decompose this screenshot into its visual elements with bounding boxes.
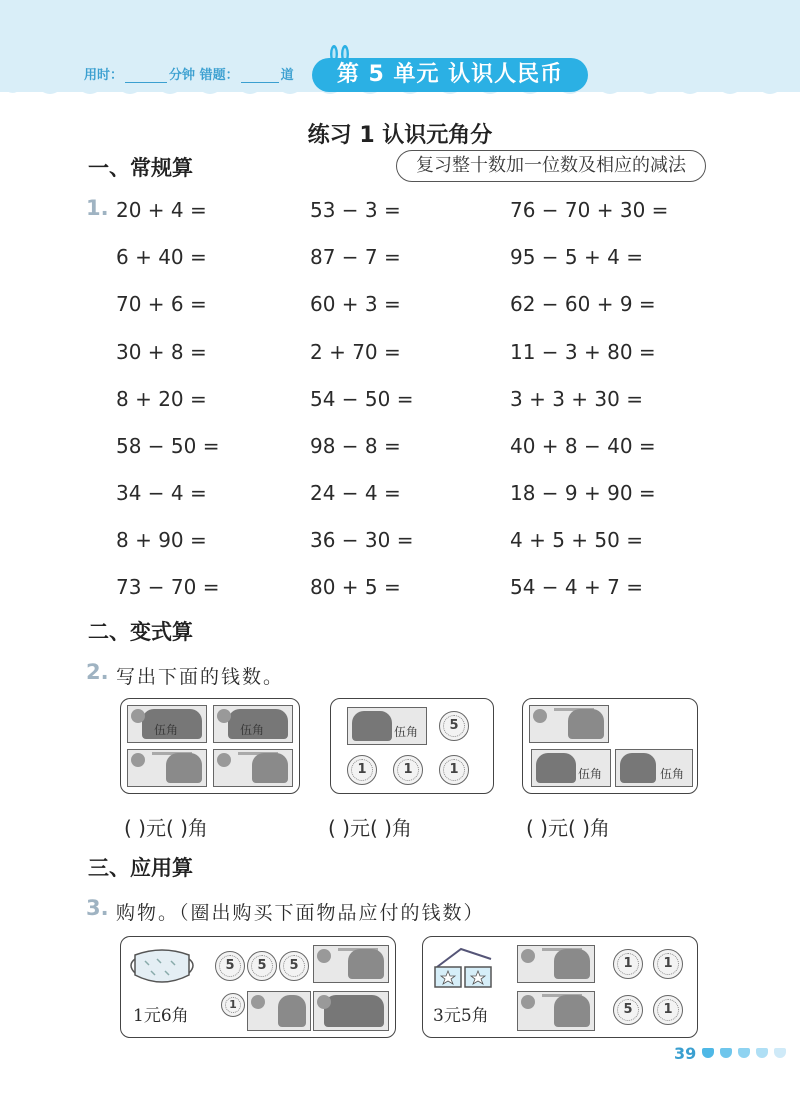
equation: 2 + 70 =	[310, 340, 401, 364]
equation: 80 + 5 =	[310, 575, 401, 599]
coin-5jiao[interactable]: 5	[613, 995, 643, 1025]
note-denomination: 伍角	[660, 767, 685, 781]
coin-1jiao: 1	[393, 755, 423, 785]
time-label: 用时：	[84, 68, 124, 83]
page-dot	[756, 1048, 768, 1058]
coin-1jiao: 1	[347, 755, 377, 785]
page-number: 39	[674, 1044, 697, 1063]
equation: 4 + 5 + 50 =	[510, 528, 643, 552]
page-dot	[702, 1048, 714, 1058]
glasses-icon	[431, 945, 497, 993]
answer-blank-1[interactable]: ( )元( )角	[124, 816, 208, 840]
question-text-2: 写出下面的钱数。	[116, 666, 285, 688]
question-number-1: 1.	[86, 196, 109, 220]
money-group-3	[522, 698, 698, 794]
equation: 95 − 5 + 4 =	[510, 245, 643, 269]
equation: 70 + 6 =	[116, 292, 207, 316]
page-dot	[774, 1048, 786, 1058]
section-title-3: 三、应用算	[88, 856, 193, 880]
equation: 34 − 4 =	[116, 481, 207, 505]
price-label: 3元5角	[433, 1006, 489, 1026]
unit-title: 第 5 单元 认识人民币	[312, 58, 588, 92]
money-group-1	[120, 698, 300, 794]
equation: 30 + 8 =	[116, 340, 207, 364]
page-dot	[720, 1048, 732, 1058]
mask-icon	[127, 945, 197, 989]
coin-1jiao[interactable]: 1	[221, 993, 245, 1017]
question-text-3: 购物。（圈出购买下面物品应付的钱数）	[116, 902, 485, 924]
equation: 87 − 7 =	[310, 245, 401, 269]
note-1yuan[interactable]	[517, 991, 595, 1031]
coin-5jiao[interactable]: 5	[215, 951, 245, 981]
note-1yuan	[213, 749, 293, 787]
section-title-2: 二、变式算	[88, 620, 193, 644]
equation: 8 + 90 =	[116, 528, 207, 552]
note-5jiao	[127, 705, 207, 743]
equation: 24 − 4 =	[310, 481, 401, 505]
equation: 62 − 60 + 9 =	[510, 292, 656, 316]
equation: 53 − 3 =	[310, 198, 401, 222]
question-number-2: 2.	[86, 660, 109, 684]
errors-label: 错题：	[199, 68, 239, 83]
note-1yuan[interactable]	[517, 945, 595, 983]
note-denomination: 伍角	[154, 723, 179, 737]
note-1yuan	[127, 749, 207, 787]
minutes-label: 分钟	[169, 68, 196, 83]
note-denomination: 伍角	[240, 723, 265, 737]
equation: 60 + 3 =	[310, 292, 401, 316]
equation: 98 − 8 =	[310, 434, 401, 458]
note-5jiao	[213, 705, 293, 743]
equation: 11 − 3 + 80 =	[510, 340, 656, 364]
equation: 3 + 3 + 30 =	[510, 387, 643, 411]
note-denomination: 伍角	[394, 725, 419, 739]
note-5jiao	[531, 749, 611, 787]
time-blank[interactable]	[125, 70, 167, 83]
shopping-item-glasses	[422, 936, 698, 1038]
equation: 76 − 70 + 30 =	[510, 198, 669, 222]
lesson-title: 练习 1 认识元角分	[307, 123, 493, 148]
price-label: 1元6角	[133, 1006, 189, 1026]
note-1yuan	[529, 705, 609, 743]
answer-blank-2[interactable]: ( )元( )角	[328, 816, 412, 840]
equation: 54 − 4 + 7 =	[510, 575, 643, 599]
note-5jiao	[347, 707, 427, 745]
coin-5jiao: 5	[439, 711, 469, 741]
time-record	[84, 64, 294, 83]
money-group-2	[330, 698, 494, 794]
coin-1jiao[interactable]: 1	[613, 949, 643, 979]
section-title-1: 一、常规算	[88, 156, 193, 180]
equation: 54 − 50 =	[310, 387, 414, 411]
coin-5jiao[interactable]: 5	[279, 951, 309, 981]
coin-1jiao[interactable]: 1	[653, 949, 683, 979]
question-number-3: 3.	[86, 896, 109, 920]
equation: 18 − 9 + 90 =	[510, 481, 656, 505]
review-tag: 复习整十数加一位数及相应的减法	[396, 150, 706, 182]
answer-blank-3[interactable]: ( )元( )角	[526, 816, 610, 840]
note-5jiao[interactable]	[313, 991, 389, 1031]
equation: 73 − 70 =	[116, 575, 220, 599]
page-dot	[738, 1048, 750, 1058]
equation: 6 + 40 =	[116, 245, 207, 269]
equation: 36 − 30 =	[310, 528, 414, 552]
items-label: 道	[280, 68, 294, 83]
shopping-item-mask	[120, 936, 396, 1038]
coin-1jiao[interactable]: 1	[653, 995, 683, 1025]
note-5jiao	[615, 749, 693, 787]
equation: 20 + 4 =	[116, 198, 207, 222]
note-denomination: 伍角	[578, 767, 603, 781]
equation: 58 − 50 =	[116, 434, 220, 458]
equation: 8 + 20 =	[116, 387, 207, 411]
coin-1jiao: 1	[439, 755, 469, 785]
errors-blank[interactable]	[241, 70, 279, 83]
note-1yuan[interactable]	[247, 991, 311, 1031]
note-1yuan[interactable]	[313, 945, 389, 983]
equation: 40 + 8 − 40 =	[510, 434, 656, 458]
coin-5jiao[interactable]: 5	[247, 951, 277, 981]
